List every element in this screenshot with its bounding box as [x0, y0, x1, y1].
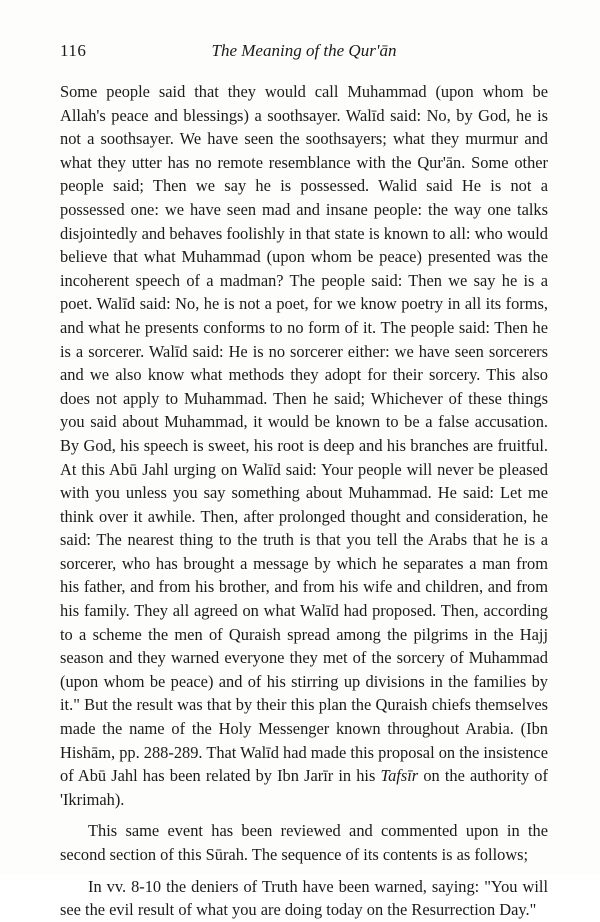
paragraph-text-end: on the authority of 'Ikrimah). — [60, 766, 548, 809]
running-title: The Meaning of the Qur'ān — [211, 41, 397, 60]
paragraph-text: Some people said that they would call Muhammad (upon whom be Allah's peace and blessings) a soothsayer. Walīd said: No, by God, he is not a soothsayer. We have seen the soothsayers; what they murmur and what they utter has no remote resemblance with the Qur'ān. Some other people said; Then we say he is possessed. Walid said He is not a possessed one: we have seen mad and insane people: the way one talks disjointedly and behaves foolishly in that state is known to all: who would believe that what Muhammad (upon whom be peace) presented was the incoherent speech of a madman? The people said: Then we say he is a poet. Walīd said: No, he is not a poet, for we know poetry in all its forms, and what he presents conforms to no form of it. The people said: Then he is a sorcerer. Walīd said: He is no sorcerer either: we have seen sorcerers and we also know what methods they adopt for their sorcery. This also does not apply to Muhammad. Then he said; Whichever of these things you said about Muhammad, it would be known to be a false accusation. By God, his speech is sweet, his root is deep and his branches are fruitful. At this Abū Jahl urging on Walīd said: Your people will never be pleased with you unless you say something about Muhammad. He said: Let me think over it awhile. Then, after prolonged thought and consideration, he said: The nearest thing to the truth is that you tell the Arabs that he is a sorcerer, who has brought a message by which he separates a man from his father, and from his brother, and from his wife and children, and from his family. They all agreed on what Walīd had proposed. Then, according to a scheme the men of Quraish spread among the pilgrims in the Hajj season and they warned everyone they met of the sorcery of Muhammad (upon whom be peace) and of his stirring up divisions in the families by it." But the result was that by their this plan the Quraish chiefs themselves made the name of the Holy Messenger known throughout Arabia. (Ibn Hishām, pp. 288-289. That Walīd had made this proposal on the insistence of Abū Jahl has been related by Ibn Jarīr in his — [60, 82, 548, 786]
paragraph-event-review: This same event has been reviewed and commented upon in the second section of this Sūrah. The sequence of its contents is as follows; — [60, 821, 548, 864]
page-number: 116 — [60, 41, 87, 60]
body-text — [60, 80, 548, 922]
paragraph-walid-account — [60, 80, 548, 811]
paragraph-verses-warning: In vv. 8-10 the deniers of Truth have been warned, saying: "You will see the evil result of what you are doing today on the Resurrection Day." — [60, 876, 548, 920]
citation-tafsir: Tafsīr — [380, 766, 419, 786]
running-head — [60, 40, 548, 62]
